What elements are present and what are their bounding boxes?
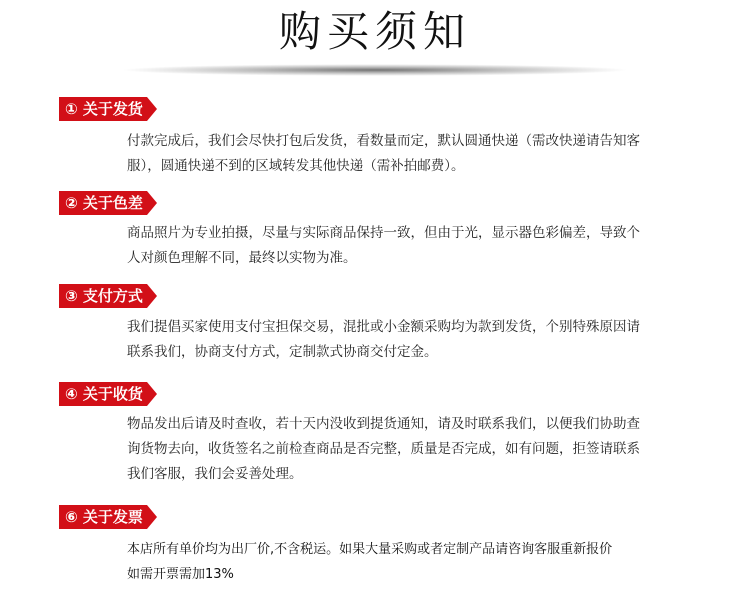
badge-arrow-icon xyxy=(147,97,157,121)
body-line: 付款完成后，我们会尽快打包后发货，看数量而定，默认圆通快递（需改快递请告知客 xyxy=(127,133,640,149)
title-shadow xyxy=(120,64,630,76)
badge-arrow-icon xyxy=(147,382,157,406)
section-badge xyxy=(59,284,157,308)
section-body xyxy=(127,537,692,587)
section-badge xyxy=(59,97,157,121)
body-line: 询货物去向，收货签名之前检查商品是否完整，质量是否完成，如有问题，拒签请联系 xyxy=(127,441,640,457)
section-body xyxy=(127,315,692,365)
body-line: 我们客服，我们会妥善处理。 xyxy=(127,466,303,482)
section-badge xyxy=(59,505,157,529)
section-body xyxy=(127,412,692,487)
body-line: 我们提倡买家使用支付宝担保交易，混批或小金额采购均为款到发货，个别特殊原因请 xyxy=(127,319,640,335)
body-line: 联系我们，协商支付方式，定制款式协商交付定金。 xyxy=(127,344,438,360)
body-line: 本店所有单价均为出厂价,不含税运。如果大量采购或者定制产品请咨询客服重新报价 xyxy=(127,542,613,557)
body-line: 商品照片为专业拍摄，尽量与实际商品保持一致，但由于光，显示器色彩偏差，导致个 xyxy=(127,225,640,241)
section-badge-label: ② 关于色差 xyxy=(59,191,147,215)
body-line: 人对颜色理解不同，最终以实物为准。 xyxy=(127,250,357,266)
body-line: 物品发出后请及时查收，若十天内没收到提货通知，请及时联系我们，以便我们协助查 xyxy=(127,416,640,432)
body-line: 如需开票需加13% xyxy=(127,567,234,582)
section-body xyxy=(127,221,692,271)
badge-arrow-icon xyxy=(147,191,157,215)
section-badge-label: ① 关于发货 xyxy=(59,97,147,121)
section-badge-label: ③ 支付方式 xyxy=(59,284,147,308)
badge-arrow-icon xyxy=(147,505,157,529)
header xyxy=(0,0,750,82)
page-title: 购买须知 xyxy=(278,7,471,56)
badge-arrow-icon xyxy=(147,284,157,308)
section-body xyxy=(127,129,692,179)
section-badge xyxy=(59,382,157,406)
section-badge-label: ④ 关于收货 xyxy=(59,382,147,406)
body-line: 服），圆通快递不到的区域转发其他快递（需补拍邮费）。 xyxy=(127,158,465,174)
section-badge xyxy=(59,191,157,215)
section-badge-label: ⑥ 关于发票 xyxy=(59,505,147,529)
